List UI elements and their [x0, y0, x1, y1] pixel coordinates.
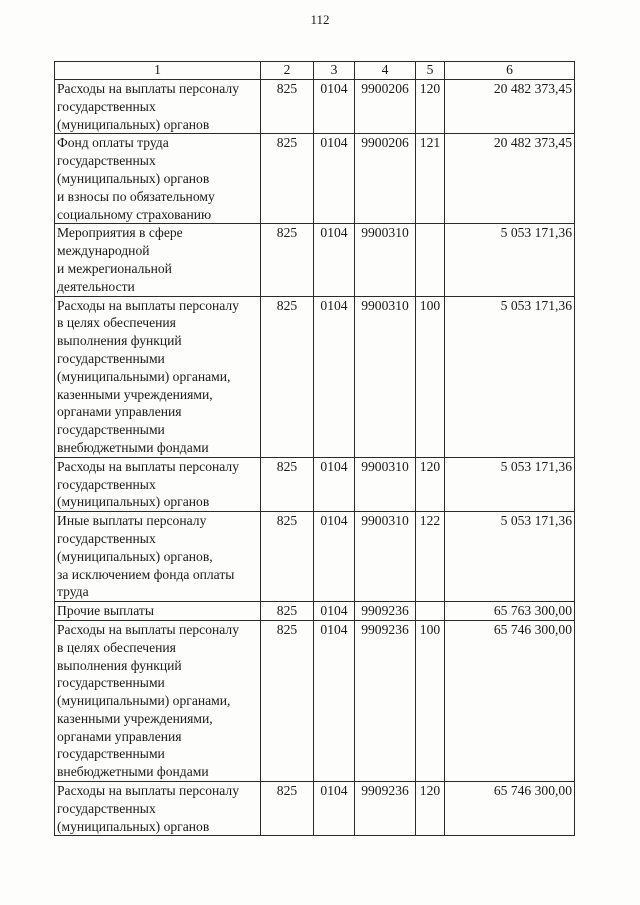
table-row: [55, 296, 575, 457]
row-section-code: 0104: [314, 602, 355, 621]
row-name-cell: [55, 296, 261, 457]
header-col-amount: 6: [445, 62, 575, 80]
row-target-code: 9900206: [355, 134, 416, 224]
row-section-code: 0104: [314, 512, 355, 602]
row-name-cell: [55, 602, 261, 621]
row-name-line: в целях обеспечения: [57, 639, 176, 655]
row-name-line: (муниципальных) органов: [57, 170, 210, 186]
header-col-target: 4: [355, 62, 416, 80]
row-ministry-code: 825: [261, 782, 314, 836]
budget-table: [54, 61, 575, 836]
row-expense-type-code: 120: [416, 457, 445, 511]
row-name-line: (муниципальных) органов: [57, 494, 210, 510]
row-name-line: Расходы на выплаты персоналу: [57, 297, 239, 313]
row-expense-type-code: [416, 602, 445, 621]
row-name-line: (муниципальных) органов: [57, 116, 210, 132]
row-name-line: внебюджетными фондами: [57, 439, 209, 455]
row-name-line: (муниципальными) органами,: [57, 368, 231, 384]
table-header-row: [55, 62, 575, 80]
table-row: [55, 620, 575, 781]
row-amount: 20 482 373,45: [445, 134, 575, 224]
row-name-line: казенными учреждениями,: [57, 386, 213, 402]
row-amount: 20 482 373,45: [445, 80, 575, 134]
row-name-line: труда: [57, 584, 89, 600]
row-name-line: (муниципальных) органов,: [57, 548, 213, 564]
row-name-line: казенными учреждениями,: [57, 710, 213, 726]
row-expense-type-code: [416, 224, 445, 296]
row-expense-type-code: 121: [416, 134, 445, 224]
row-name-line: социальному страхованию: [57, 206, 212, 222]
table-row: [55, 782, 575, 836]
row-name-line: Расходы на выплаты персоналу: [57, 81, 239, 96]
row-amount: 5 053 171,36: [445, 224, 575, 296]
row-section-code: 0104: [314, 296, 355, 457]
row-target-code: 9909236: [355, 602, 416, 621]
row-name-line: государственных: [57, 800, 156, 816]
row-name-line: государственными: [57, 422, 165, 438]
page-number: 112: [310, 12, 330, 27]
row-name-line: Фонд оплаты труда: [57, 135, 169, 151]
table-row: [55, 602, 575, 621]
row-name-line: органами управления: [57, 728, 182, 744]
row-amount: 65 746 300,00: [445, 782, 575, 836]
table-body: [55, 80, 575, 836]
row-amount: 65 763 300,00: [445, 602, 575, 621]
table-row: [55, 512, 575, 602]
row-name-cell: [55, 620, 261, 781]
row-name-line: государственными: [57, 675, 165, 691]
row-name-line: выполнения функций: [57, 333, 182, 349]
row-name-cell: [55, 80, 261, 134]
header-col-name: 1: [55, 62, 261, 80]
row-target-code: 9900310: [355, 224, 416, 296]
row-ministry-code: 825: [261, 457, 314, 511]
row-name-cell: [55, 457, 261, 511]
row-section-code: 0104: [314, 782, 355, 836]
row-target-code: 9900310: [355, 512, 416, 602]
row-name-cell: [55, 512, 261, 602]
row-name-line: Расходы на выплаты персоналу: [57, 458, 239, 474]
row-name-line: органами управления: [57, 404, 182, 420]
row-ministry-code: 825: [261, 620, 314, 781]
row-target-code: 9900310: [355, 457, 416, 511]
row-name-line: за исключением фонда оплаты: [57, 566, 235, 582]
row-ministry-code: 825: [261, 224, 314, 296]
row-expense-type-code: 120: [416, 80, 445, 134]
row-name-line: государственными: [57, 746, 165, 762]
row-name-line: (муниципальными) органами,: [57, 693, 231, 709]
row-ministry-code: 825: [261, 512, 314, 602]
row-name-line: Иные выплаты персоналу: [57, 513, 207, 529]
row-amount: 5 053 171,36: [445, 296, 575, 457]
row-name-line: Расходы на выплаты персоналу: [57, 621, 239, 637]
row-amount: 5 053 171,36: [445, 512, 575, 602]
row-name-line: и межрегиональной: [57, 260, 172, 276]
row-amount: 5 053 171,36: [445, 457, 575, 511]
row-ministry-code: 825: [261, 602, 314, 621]
row-name-line: Прочие выплаты: [57, 603, 154, 619]
row-section-code: 0104: [314, 457, 355, 511]
header-col-section: 3: [314, 62, 355, 80]
row-name-line: в целях обеспечения: [57, 315, 176, 331]
row-name-line: внебюджетными фондами: [57, 764, 209, 780]
row-name-cell: [55, 224, 261, 296]
row-expense-type-code: 122: [416, 512, 445, 602]
table-row: [55, 134, 575, 224]
header-col-ministry: 2: [261, 62, 314, 80]
row-section-code: 0104: [314, 80, 355, 134]
row-name-line: выполнения функций: [57, 657, 182, 673]
row-target-code: 9909236: [355, 782, 416, 836]
row-amount: 65 746 300,00: [445, 620, 575, 781]
row-name-line: деятельности: [57, 278, 135, 294]
row-name-cell: [55, 134, 261, 224]
row-name-line: государственных: [57, 476, 156, 492]
row-name-line: Мероприятия в сфере: [57, 225, 183, 241]
row-section-code: 0104: [314, 224, 355, 296]
row-ministry-code: 825: [261, 134, 314, 224]
row-target-code: 9909236: [355, 620, 416, 781]
row-name-line: и взносы по обязательному: [57, 188, 215, 204]
table-row: [55, 80, 575, 134]
row-expense-type-code: 120: [416, 782, 445, 836]
row-ministry-code: 825: [261, 80, 314, 134]
row-target-code: 9900310: [355, 296, 416, 457]
row-section-code: 0104: [314, 134, 355, 224]
row-name-line: Расходы на выплаты персоналу: [57, 783, 239, 799]
row-name-line: государственных: [57, 98, 156, 114]
row-name-line: государственных: [57, 530, 156, 546]
row-target-code: 9900206: [355, 80, 416, 134]
row-name-line: (муниципальных) органов: [57, 818, 210, 834]
row-name-cell: [55, 782, 261, 836]
row-section-code: 0104: [314, 620, 355, 781]
row-expense-type-code: 100: [416, 296, 445, 457]
table-row: [55, 457, 575, 511]
row-name-line: международной: [57, 243, 150, 259]
table-row: [55, 224, 575, 296]
row-name-line: государственных: [57, 153, 156, 169]
header-col-expense-type: 5: [416, 62, 445, 80]
row-ministry-code: 825: [261, 296, 314, 457]
row-expense-type-code: 100: [416, 620, 445, 781]
row-name-line: государственными: [57, 350, 165, 366]
